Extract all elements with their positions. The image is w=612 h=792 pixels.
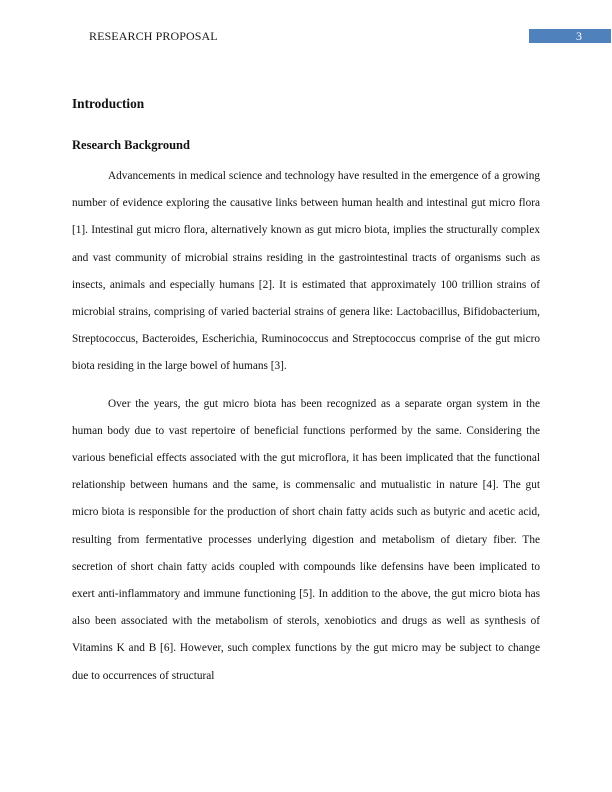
body-paragraph: Over the years, the gut micro biota has been recognized as a separate organ system in the human body due to vast repertoire of beneficial functions performed by the same. Considering the various beneficial effects associated with the gut microflora, it has been implicated that the functional relationship between humans and the same, is commensalic and mutualistic in nature [4]. The gut micro biota is responsible for the production of short chain fatty acids such as butyric and acetic acid, resulting from fermentative processes underlying digestion and metabolism of dietary fiber. The secretion of short chain fatty acids coupled with compounds like defensins have been implicated to exert anti-inflammatory and immune functioning [5]. In addition to the above, the gut micro biota has also been associated with the metabolism of sterols, xenobiotics and drugs as well as synthesis of Vitamins K and B [6]. However, such complex functions by the gut micro may be subject to change due to occurrences of structural (72, 397, 540, 682)
section-heading: Introduction (72, 96, 145, 111)
running-head: RESEARCH PROPOSAL (89, 29, 218, 43)
page-number: 3 (529, 29, 611, 43)
subsection-heading: Research Background (72, 138, 190, 152)
document-body (72, 95, 540, 690)
body-paragraph: Advancements in medical science and technology have resulted in the emergence of a growing number of evidence exploring the causative links between human health and intestinal gut micro flora [1]. Intestinal gut micro flora, alternatively known as gut micro biota, implies the structurally complex and vast community of microbial strains residing in the gastrointestinal tracts of organisms such as insects, animals and especially humans [2]. It is estimated that approximately 100 trillion strains of microbial strains, comprising of varied bacterial strains of genera like: Lactobacillus, Bifidobacterium, Streptococcus, Bacteroides, Escherichia, Ruminococcus and Streptococcus comprise of the gut micro biota residing in the large bowel of humans [3]. (72, 170, 540, 373)
